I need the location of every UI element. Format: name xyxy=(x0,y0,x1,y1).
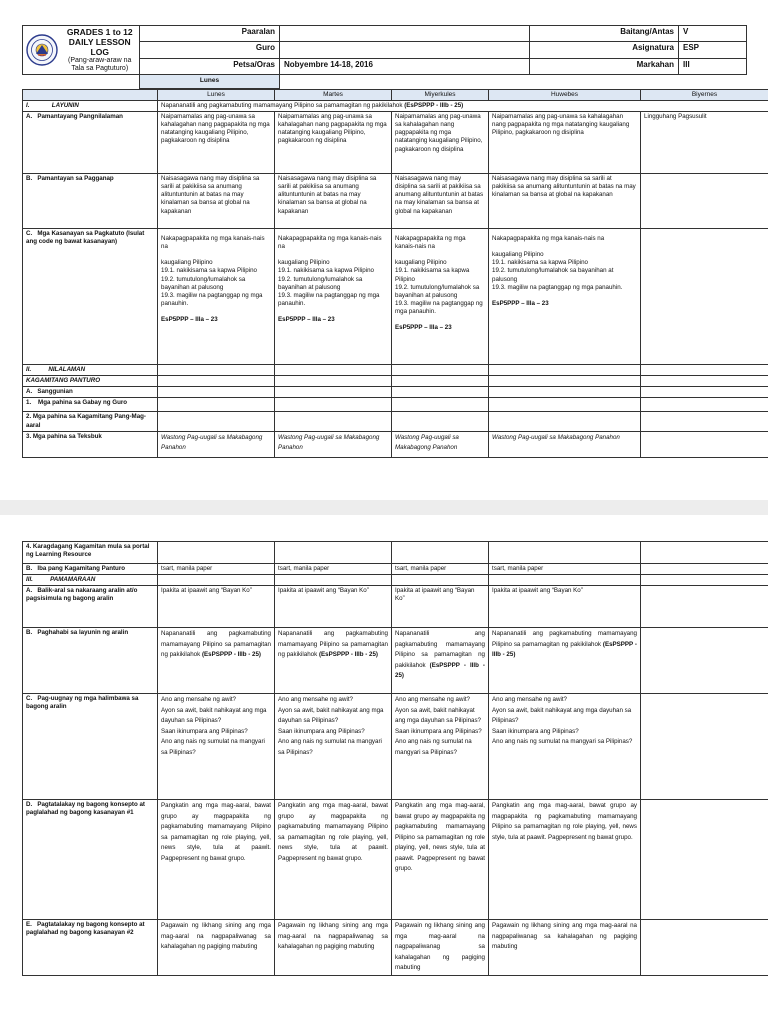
table-row xyxy=(23,564,768,575)
school-label: Paaralan xyxy=(140,26,280,42)
table-row xyxy=(23,365,768,376)
table-row xyxy=(23,229,768,365)
table-row xyxy=(23,174,768,229)
teacher-value xyxy=(280,42,530,58)
paghahabi-cell: Napananatili ang pagkamabuting mamamayang Pilipino sa pamamagitan ng pakikilahok (EsPSPPP - IIIb - 25) xyxy=(275,628,392,694)
pag-uugnay-cell: Ano ang mensahe ng awit? Ayon sa awit, bakit nahikayat ang mga dayuhan sa Pilipinas? Saan ikinumpara ang Pilipinas? Ano ang nais ng sumulat na mangyari sa Pilipinas? xyxy=(275,694,392,800)
paghahabi-cell: Napananatili ang pagkamabuting mamamayang Pilipino sa pamamagitan ng pakikilahok (EsPSPPP - IIIb - 25) xyxy=(489,628,641,694)
cell-text: tsart, manila paper xyxy=(489,564,641,575)
cell-text: tsart, manila paper xyxy=(275,564,392,575)
table-row xyxy=(23,412,768,431)
row-label-karagdagang-kagamitan: 4. Karagdagang Kagamitan mula sa portal ng Learning Resource xyxy=(23,542,158,564)
kasanayan-cell: Nakapagpapakita ng mga kanais-nais na kaugaliang Pilipino 19.1. nakikisama sa kapwa Pilipino 19.2. tumutulong/lumalahok sa bayanihan at palusong 19.3. magiliw na pagtanggap ng mga panauhin. EsP5PPP – IIIa – 23 xyxy=(392,229,489,365)
cell-text: Pangkatin ang mga mag-aaral, bawat grupo ay magpapakita ng pagkamabuting mamamayang Pilipino sa pamamagitan ng role playing, yell, news style, tula at paawit. Pagpepresent ng bawat grupo. xyxy=(275,800,392,920)
day-header: Huwebes xyxy=(489,90,641,101)
table-row xyxy=(23,920,768,976)
paghahabi-cell: Napananatili ang pagkamabuting mamamayang Pilipino sa pamamagitan ng pakikilahok (EsPSPPP - IIIb - 25) xyxy=(392,628,489,694)
log-title xyxy=(61,26,140,75)
cell-text: Naisasagawa nang may disiplina sa sarili at pakikiisa sa anumang alituntuntunin at batas na may kinalaman sa bansa at global na kapakanan xyxy=(158,174,275,229)
section-nilalaman: II. NILALAMAN xyxy=(23,365,158,376)
header-table xyxy=(22,25,747,89)
lesson-table-page-2 xyxy=(22,541,768,976)
row-label-teksbuk: 3. Mga pahina sa Teksbuk xyxy=(23,431,158,457)
cell-text: Naisasagawa nang may disiplina sa sarili at pakikiisa sa anumang alituntuntunin at batas na may kinalaman sa bansa at global na kapakanan xyxy=(489,174,641,229)
cell-text: Ipakita at ipaawit ang “Bayan Ko” xyxy=(489,586,641,628)
section-layunin: I. LAYUNIN xyxy=(23,101,158,112)
pag-uugnay-cell: Ano ang mensahe ng awit? Ayon sa awit, bakit nahikayat ang mga dayuhan sa Pilipinas? Saan ikinumpara ang Pilipinas? Ano ang nais ng sumulat na mangyari sa Pilipinas? xyxy=(158,694,275,800)
day-header: Miyerkules xyxy=(392,90,489,101)
teksbuk-cell: Wastong Pag-uugali sa Makabagong Panahon xyxy=(275,431,392,457)
row-label-pag-uugnay: C. Pag-uugnay ng mga halimbawa sa bagong aralin xyxy=(23,694,158,800)
deped-seal xyxy=(23,26,61,75)
row-label-gabay-ng-guro: 1. Mga pahina sa Gabay ng Guro xyxy=(23,398,158,412)
quarter-label: Markahan xyxy=(530,58,679,74)
cell-text: Pagawain ng likhang sining ang mga mag-aaral na nagpapaliwanag sa kahalagahan ng pagiging mabuting xyxy=(489,920,641,976)
layunin-text: Napananatili ang pagkamabuting mamamayang Pilipino sa pamamagitan ng pakikilahok (EsPSPPP - IIIb - 25) xyxy=(158,101,768,112)
row-label-sanggunian: A. Sanggunian xyxy=(23,387,158,398)
subject-label: Asignatura xyxy=(530,42,679,58)
table-row xyxy=(23,800,768,920)
cell-text: Pagawain ng likhang sining ang mga mag-aaral na nagpapaliwanag sa kahalagahan ng pagiging mabuting xyxy=(158,920,275,976)
kasanayan-cell: Nakapagpapakita ng mga kanais-nais na kaugaliang Pilipino 19.1. nakikisama sa kapwa Pilipino 19.2. tumutulong/lumalahok sa bayanihan at palusong 19.3. magiliw na pagtanggap ng mga panauhin. EsP5PPP – IIIa – 23 xyxy=(158,229,275,365)
grade-value: V xyxy=(679,26,747,42)
cell-text: Naisasagawa nang may disiplina sa sarili at pakikiisa sa anumang alituntuntunin at batas na may kinalaman sa bansa at global na kapakanan xyxy=(275,174,392,229)
kasanayan-cell: Nakapagpapakita ng mga kanais-nais na kaugaliang Pilipino 19.1. nakikisama sa kapwa Pilipino 19.2. tumutulong/lumalahok sa bayanihan at palusong 19.3. magiliw na pagtanggap ng mga panauhin. EsP5PPP – IIIa – 23 xyxy=(489,229,641,365)
cell-text: Pagawain ng likhang sining ang mga mag-aaral na nagpapaliwanag sa kahalagahan ng pagiging mabuting xyxy=(392,920,489,976)
cell-text: Pangkatin ang mga mag-aaral, bawat grupo ay magpapakita ng pagkamabuting mamamayang Pilipino sa pamamagitan ng role playing, yell, news style, tula at paawit. Pagpepresent ng bawat grupo. xyxy=(158,800,275,920)
teacher-label: Guro xyxy=(140,42,280,58)
cell-text: Naisasagawa nang may disiplina sa sarili at pakikiisa sa anumang alituntuntunin at batas na may kinalaman sa bansa at global na kapakanan xyxy=(392,174,489,229)
table-row xyxy=(23,542,768,564)
dll-label: DAILY LESSON LOG xyxy=(68,37,131,57)
school-value xyxy=(280,26,530,42)
cell-text: Naipamamalas ang pag-unawa sa kahalagahan nang pagpapakita ng mga natatanging kaugaliang Pilipino, pagkakaroon ng disiplina xyxy=(489,112,641,174)
subject-value: ESP xyxy=(679,42,747,58)
table-row xyxy=(23,628,768,694)
day-header-row xyxy=(23,90,768,101)
pag-uugnay-cell: Ano ang mensahe ng awit? Ayon sa awit, bakit nahikayat ang mga dayuhan sa Pilipinas? Saan ikinumpara ang Pilipinas? Ano ang nais ng sumulat na mangyari sa Pilipinas? xyxy=(392,694,489,800)
section-kagamitang-panturo: KAGAMITANG PANTURO xyxy=(23,376,158,387)
cell-text: Pagawain ng likhang sining ang mga mag-aaral na nagpapaliwanag sa kahalagahan ng pagiging mabuting xyxy=(275,920,392,976)
cell-text: tsart, manila paper xyxy=(392,564,489,575)
cell-text: Ipakita at ipaawit ang “Bayan Ko” xyxy=(158,586,275,628)
section-pamamaraan: III. PAMAMARAAN xyxy=(23,575,158,586)
cell-text: Lingguhang Pagsusulit xyxy=(641,112,768,174)
kasanayan-cell: Nakapagpapakita ng mga kanais-nais na kaugaliang Pilipino 19.1. nakikisama sa kapwa Pilipino 19.2. tumutulong/lumalahok sa bayanihan at palusong 19.3. magiliw na pagtanggap ng mga panauhin. EsP5PPP – IIIa – 23 xyxy=(275,229,392,365)
row-label-pamantayan-sa-pagganap: B. Pamantayan sa Pagganap xyxy=(23,174,158,229)
day-header: Lunes xyxy=(158,90,275,101)
dll-subtitle: (Pang-araw-araw na Tala sa Pagtuturo) xyxy=(68,57,132,72)
teksbuk-cell: Wastong Pag-uugali sa Makabagong Panahon xyxy=(392,431,489,457)
lesson-log-page-2 xyxy=(0,515,768,1024)
row-label-mga-kasanayan: C. Mga Kasanayan sa Pagkatuto (Isulat ang code ng bawat kasanayan) xyxy=(23,229,158,365)
grades-label: GRADES 1 to 12 xyxy=(66,27,133,37)
day-header: Martes xyxy=(275,90,392,101)
row-label-balik-aral: A. Balik-aral sa nakaraang aralin at/o pagsisimula ng bagong aralin xyxy=(23,586,158,628)
table-row xyxy=(23,586,768,628)
date-label: Petsa/Oras xyxy=(140,58,280,74)
pag-uugnay-cell: Ano ang mensahe ng awit? Ayon sa awit, bakit nahikayat ang mga dayuhan sa Pilipinas? Saan ikinumpara ang Pilipinas? Ano ang nais ng sumulat na mangyari sa Pilipinas? xyxy=(489,694,641,800)
cell-text: Naipamamalas ang pag-unawa sa kahalagahan nang pagpapakita ng mga natatanging kaugaliang Pilipino, pagkakaroon ng disiplina xyxy=(275,112,392,174)
row-label-iba-pang-kagamitan: B. Iba pang Kagamitang Panturo xyxy=(23,564,158,575)
day-header-lunes: Lunes xyxy=(140,75,280,89)
lesson-log-page-1 xyxy=(0,0,768,500)
row-label-pagtatalakay-2: E. Pagtatalakay ng bagong konsepto at paglalahad ng bagong kasanayan #2 xyxy=(23,920,158,976)
deped-seal-icon xyxy=(26,34,58,66)
cell-text: Pangkatin ang mga mag-aaral, bawat grupo ay magpapakita ng pagkamabuting mamamayang Pilipino sa pamamagitan ng role playing, yell, news style, tula at paawit. Pagpepresent ng bawat grupo. xyxy=(489,800,641,920)
table-row xyxy=(23,694,768,800)
cell-text: Naipamamalas ang pag-unawa sa kahalagahan nang pagpapakita ng mga natatanging kaugaliang Pilipino, pagkakaroon ng disiplina xyxy=(158,112,275,174)
table-row xyxy=(23,387,768,398)
cell-text: Ipakita at ipaawit ang “Bayan Ko” xyxy=(275,586,392,628)
table-row xyxy=(23,431,768,457)
lesson-table-page-1 xyxy=(22,89,768,458)
table-row xyxy=(23,101,768,112)
cell-text: Ipakita at ipaawit ang “Bayan Ko” xyxy=(392,586,489,628)
row-label-pamantayang-pangnilalaman: A. Pamantayang Pangnilalaman xyxy=(23,112,158,174)
grade-label: Baitang/Antas xyxy=(530,26,679,42)
quarter-value: III xyxy=(679,58,747,74)
cell-text: Pangkatin ang mga mag-aaral, bawat grupo ay magpapakita ng pagkamabuting mamamayang Pilipino sa pamamagitan ng role playing, yell, news style, tula at paawit. Pagpepresent ng bawat grupo. xyxy=(392,800,489,920)
row-label-kagamitang-pang-mag-aaral: 2. Mga pahina sa Kagamitang Pang-Mag-aaral xyxy=(23,412,158,431)
page-gap xyxy=(0,500,768,515)
table-row xyxy=(23,112,768,174)
table-row xyxy=(23,398,768,412)
table-row xyxy=(23,376,768,387)
day-header: Biyernes xyxy=(641,90,768,101)
paghahabi-cell: Napananatili ang pagkamabuting mamamayang Pilipino sa pamamagitan ng pakikilahok (EsPSPPP - IIIb - 25) xyxy=(158,628,275,694)
date-value: Nobyembre 14-18, 2016 xyxy=(280,58,530,74)
row-label-pagtatalakay-1: D. Pagtatalakay ng bagong konsepto at paglalahad ng bagong kasanayan #1 xyxy=(23,800,158,920)
teksbuk-cell: Wastong Pag-uugali sa Makabagong Panahon xyxy=(489,431,641,457)
row-label-paghahabi: B. Paghahabi sa layunin ng aralin xyxy=(23,628,158,694)
table-row xyxy=(23,575,768,586)
teksbuk-cell: Wastong Pag-uugali sa Makabagong Panahon xyxy=(158,431,275,457)
cell-text: Naipamamalas ang pag-unawa sa kahalagahan nang pagpapakita ng mga natatanging kaugaliang Pilipino, pagkakaroon ng disiplina xyxy=(392,112,489,174)
cell-text: tsart, manila paper xyxy=(158,564,275,575)
